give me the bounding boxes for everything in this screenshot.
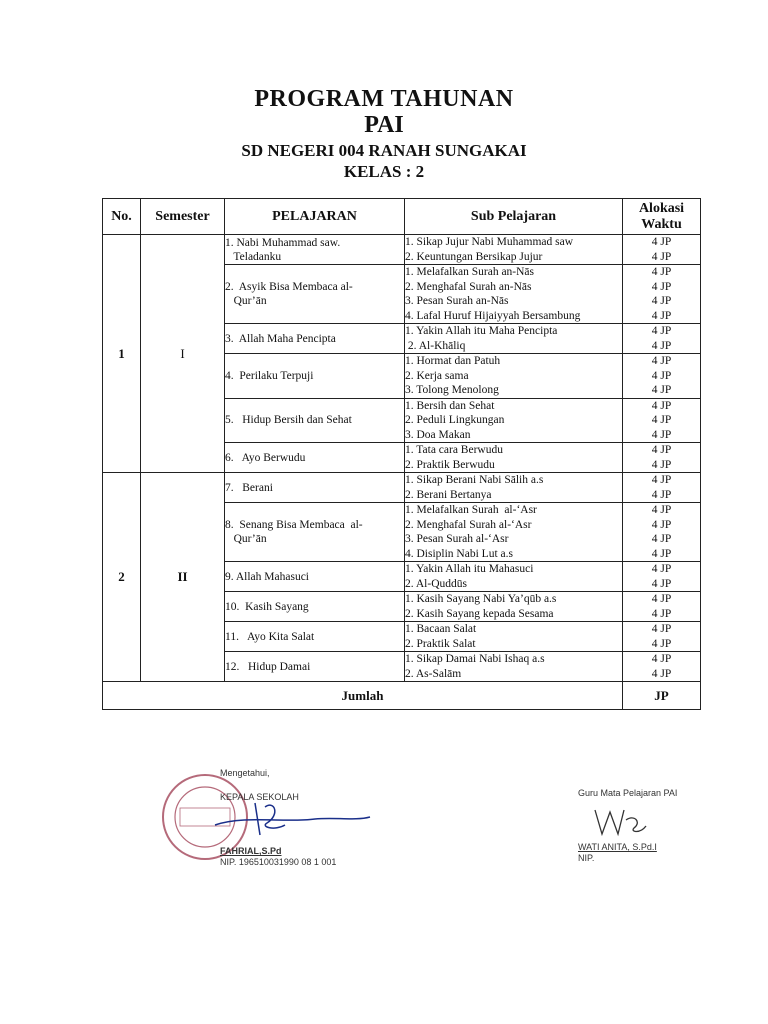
- time-allocation-cell: [623, 324, 701, 354]
- time-allocation-text: 4 JP: [651, 667, 672, 680]
- header-no: No.: [103, 199, 141, 235]
- lesson-text: 3. Allah Maha Pencipta: [225, 332, 336, 345]
- sub-lesson-text: 1. Bacaan Salat: [405, 623, 477, 635]
- school-name: SD NEGERI 004 RANAH SUNGAKAI: [241, 141, 527, 160]
- lesson-text: 2. Asyik Bisa Membaca al-: [225, 281, 353, 293]
- sub-lesson-text: 2. Kerja sama: [405, 369, 469, 382]
- sub-lesson-text: 3. Doa Makan: [405, 428, 471, 441]
- lesson-cell: [225, 443, 405, 473]
- sub-lesson-text: 1. Sikap Jujur Nabi Muhammad saw: [405, 236, 574, 248]
- time-allocation-cell: [623, 443, 701, 473]
- time-allocation-cell: [623, 473, 701, 503]
- lesson-cell: [225, 503, 405, 562]
- time-allocation-text: 4 JP: [651, 593, 672, 605]
- sub-lesson-cell: [405, 473, 623, 503]
- time-allocation-text: 4 JP: [651, 309, 672, 322]
- lesson-text: 7. Berani: [225, 481, 273, 494]
- lesson-text: 5. Hidup Bersih dan Sehat: [225, 414, 352, 427]
- row-number: 1: [103, 235, 141, 473]
- lesson-text: Qur’ān: [225, 295, 267, 307]
- time-allocation-text: 4 JP: [651, 563, 672, 575]
- sub-lesson-text: 2. Berani Bertanya: [405, 488, 492, 501]
- doc-title: PROGRAM TAHUNAN: [254, 86, 514, 112]
- lesson-text: 1. Nabi Muhammad saw.: [225, 236, 341, 249]
- lesson-cell: [225, 265, 405, 324]
- time-allocation-text: 4 JP: [651, 414, 672, 426]
- row-number: 2: [103, 473, 141, 682]
- sub-lesson-text: 3. Pesan Surah an-Nās: [405, 295, 509, 307]
- time-allocation-text: 4 JP: [651, 607, 672, 620]
- time-allocation-text: 4 JP: [651, 428, 672, 441]
- lesson-cell: [225, 473, 405, 503]
- sig-left-nip: NIP. 196510031990 08 1 001: [220, 857, 337, 867]
- sub-lesson-text: 2. Kasih Sayang kepada Sesama: [405, 607, 554, 620]
- time-allocation-cell: [623, 652, 701, 682]
- sub-lesson-text: 1. Sikap Damai Nabi Ishaq a.s: [405, 653, 545, 665]
- table-header-row: [103, 199, 701, 235]
- lesson-cell: [225, 622, 405, 652]
- time-allocation-text: 4 JP: [651, 637, 672, 650]
- sub-lesson-text: 4. Lafal Huruf Hijaiyyah Bersambung: [405, 309, 581, 322]
- sub-lesson-cell: [405, 592, 623, 622]
- sub-lesson-cell: [405, 398, 623, 443]
- lesson-text: 6. Ayo Berwudu: [225, 451, 306, 464]
- time-allocation-text: 4 JP: [651, 236, 672, 248]
- lesson-cell: [225, 592, 405, 622]
- lesson-cell: [225, 324, 405, 354]
- sig-left-knowing: Mengetahui,: [220, 768, 270, 778]
- time-allocation-text: 4 JP: [651, 325, 672, 337]
- time-allocation-cell: [623, 562, 701, 592]
- lesson-cell: [225, 354, 405, 399]
- sub-lesson-text: 2. Menghafal Surah an-Nās: [405, 280, 532, 293]
- time-allocation-text: 4 JP: [651, 547, 672, 560]
- header-alloc-line1: Alokasi: [638, 200, 685, 216]
- sub-lesson-text: 2. Praktik Salat: [405, 637, 476, 650]
- sub-lesson-text: 1. Tata cara Berwudu: [405, 444, 503, 456]
- signature-left-icon: [205, 795, 375, 845]
- sub-lesson-cell: [405, 354, 623, 399]
- sub-lesson-cell: [405, 652, 623, 682]
- time-allocation-text: 4 JP: [651, 533, 672, 545]
- time-allocation-text: 4 JP: [651, 458, 672, 471]
- semester-cell: II: [141, 473, 225, 682]
- lesson-text: Qur’ān: [225, 533, 267, 545]
- sig-left-position: KEPALA SEKOLAH: [220, 792, 299, 802]
- time-allocation-text: 4 JP: [651, 653, 672, 665]
- sig-right-position: Guru Mata Pelajaran PAI: [578, 788, 678, 798]
- sub-lesson-text: 3. Pesan Surah al-‘Asr: [405, 533, 509, 545]
- sig-left-name: FAHRIAL,S.Pd: [220, 846, 282, 856]
- lesson-cell: [225, 398, 405, 443]
- table-row: [103, 235, 701, 265]
- sub-lesson-text: 4. Disiplin Nabi Lut a.s: [405, 547, 513, 560]
- header-time-allocation: [623, 199, 701, 235]
- table-row: [103, 473, 701, 503]
- time-allocation-text: 4 JP: [651, 577, 672, 590]
- sig-right-name: WATI ANITA, S.Pd.I: [578, 842, 657, 852]
- lesson-text: 12. Hidup Damai: [225, 660, 311, 673]
- lesson-text: Teladanku: [225, 250, 282, 263]
- sub-lesson-text: 2. Menghafal Surah al-‘Asr: [405, 518, 532, 531]
- sub-lesson-text: 1. Melafalkan Surah an-Nās: [405, 266, 535, 278]
- time-allocation-text: 4 JP: [651, 339, 672, 352]
- sig-right-nip: NIP.: [578, 853, 595, 863]
- time-allocation-text: 4 JP: [651, 266, 672, 278]
- time-allocation-cell: [623, 235, 701, 265]
- header-sub-lesson: Sub Pelajaran: [405, 199, 623, 235]
- sub-lesson-cell: [405, 622, 623, 652]
- time-allocation-text: 4 JP: [651, 488, 672, 501]
- sub-lesson-text: 1. Kasih Sayang Nabi Ya’qūb a.s: [405, 593, 557, 605]
- lesson-cell: [225, 652, 405, 682]
- sub-lesson-text: 1. Hormat dan Patuh: [405, 355, 501, 367]
- header-alloc-line2: Waktu: [641, 216, 682, 232]
- semester-cell: I: [141, 235, 225, 473]
- time-allocation-text: 4 JP: [651, 295, 672, 307]
- time-allocation-cell: [623, 354, 701, 399]
- sub-lesson-text: 1. Bersih dan Sehat: [405, 399, 495, 412]
- time-allocation-text: 4 JP: [651, 369, 672, 382]
- time-allocation-text: 4 JP: [651, 444, 672, 456]
- total-row: [103, 682, 701, 710]
- sub-lesson-cell: [405, 324, 623, 354]
- sub-lesson-cell: [405, 235, 623, 265]
- sub-lesson-cell: [405, 443, 623, 473]
- sub-lesson-text: 2. Al-Quddūs: [405, 577, 467, 590]
- lesson-text: 10. Kasih Sayang: [225, 600, 309, 613]
- doc-subject: PAI: [364, 112, 404, 138]
- time-allocation-text: 4 JP: [651, 280, 672, 293]
- time-allocation-cell: [623, 622, 701, 652]
- sub-lesson-cell: [405, 265, 623, 324]
- sub-lesson-text: 1. Yakin Allah itu Maha Pencipta: [405, 325, 558, 337]
- sub-lesson-text: 2. Al-Khāliq: [405, 339, 466, 352]
- time-allocation-text: 4 JP: [651, 355, 672, 367]
- sub-lesson-text: 2. As-Salām: [405, 667, 462, 680]
- time-allocation-text: 4 JP: [651, 474, 672, 486]
- time-allocation-text: 4 JP: [651, 518, 672, 531]
- lesson-cell: [225, 235, 405, 265]
- time-allocation-text: 4 JP: [651, 250, 672, 263]
- total-label: Jumlah: [103, 682, 623, 710]
- time-allocation-text: 4 JP: [651, 623, 672, 635]
- sub-lesson-text: 1. Melafalkan Surah al-‘Asr: [405, 504, 537, 516]
- sub-lesson-text: 2. Keuntungan Bersikap Jujur: [405, 250, 543, 263]
- lesson-text: 8. Senang Bisa Membaca al-: [225, 519, 363, 531]
- sub-lesson-cell: [405, 503, 623, 562]
- lesson-text: 9. Allah Mahasuci: [225, 570, 309, 583]
- class-label: KELAS : 2: [343, 162, 425, 181]
- header-lesson: PELAJARAN: [225, 199, 405, 235]
- time-allocation-text: 4 JP: [651, 384, 672, 396]
- sub-lesson-text: 3. Tolong Menolong: [405, 384, 499, 396]
- sub-lesson-text: 2. Praktik Berwudu: [405, 458, 495, 471]
- table-body: [103, 235, 701, 682]
- signature-right-icon: [590, 800, 650, 840]
- total-value: JP: [623, 682, 701, 710]
- annual-program-table: [102, 198, 701, 710]
- time-allocation-text: 4 JP: [651, 504, 672, 516]
- sub-lesson-text: 1. Yakin Allah itu Mahasuci: [405, 563, 534, 575]
- lesson-text: 4. Perilaku Terpuji: [225, 369, 314, 382]
- time-allocation-cell: [623, 503, 701, 562]
- time-allocation-cell: [623, 398, 701, 443]
- time-allocation-text: 4 JP: [651, 399, 672, 412]
- sub-lesson-text: 1. Sikap Berani Nabi Sālih a.s: [405, 474, 544, 486]
- time-allocation-cell: [623, 265, 701, 324]
- lesson-text: 11. Ayo Kita Salat: [225, 630, 315, 643]
- header-semester: Semester: [141, 199, 225, 235]
- lesson-cell: [225, 562, 405, 592]
- sub-lesson-cell: [405, 562, 623, 592]
- sub-lesson-text: 2. Peduli Lingkungan: [405, 414, 505, 426]
- time-allocation-cell: [623, 592, 701, 622]
